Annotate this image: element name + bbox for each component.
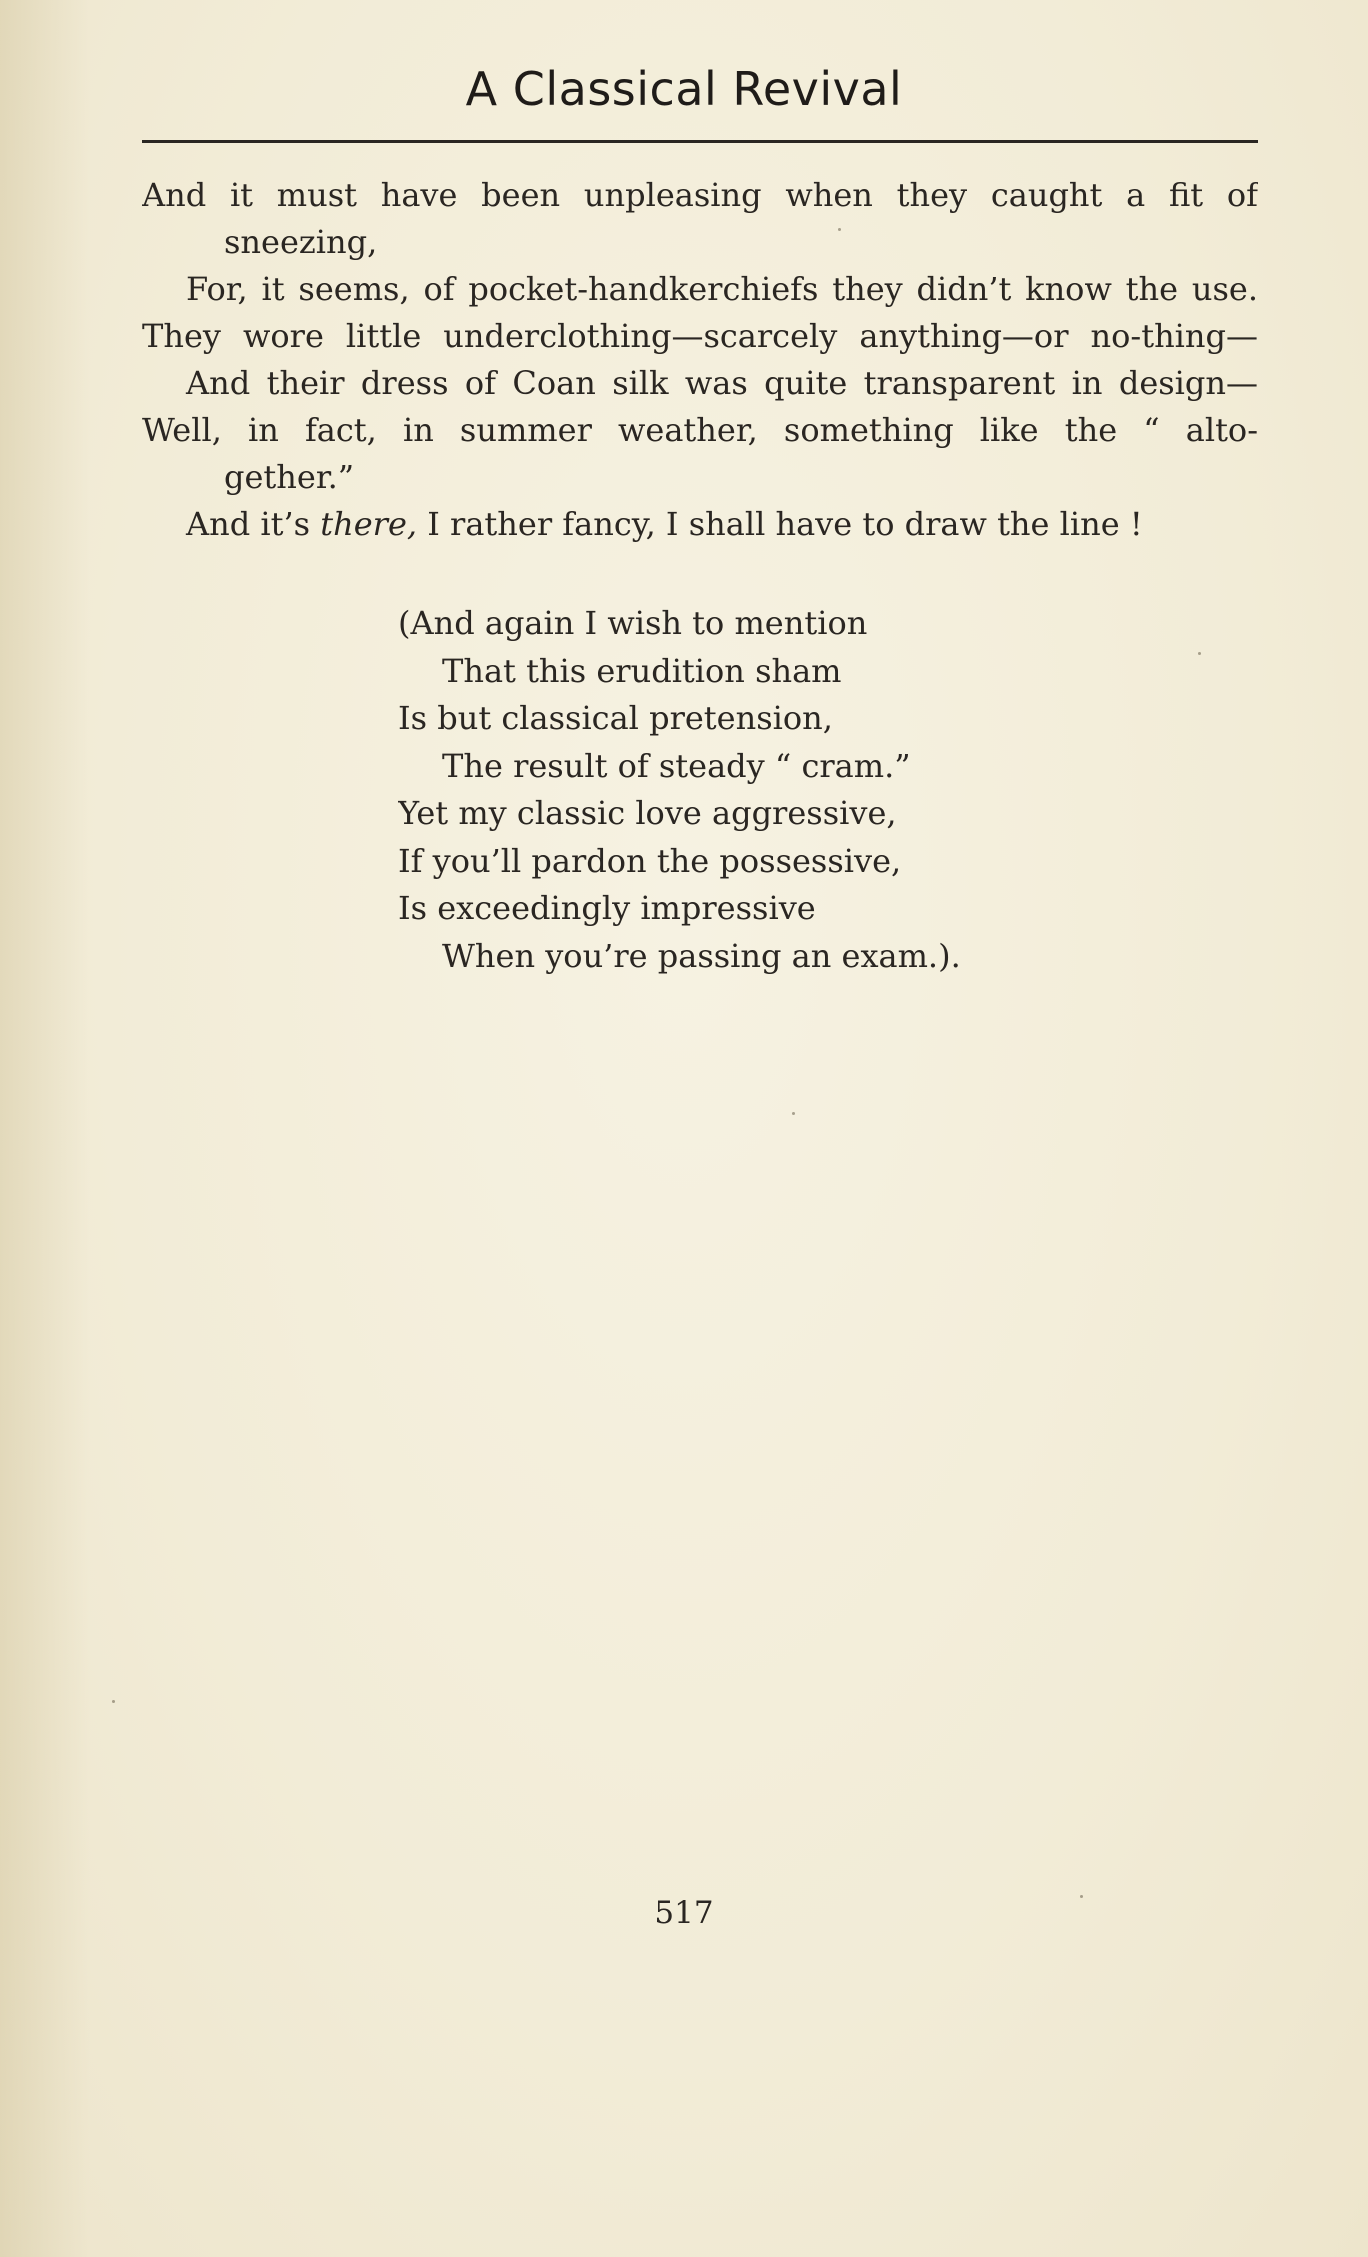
verse-line: If you’ll pardon the possessive, (398, 841, 902, 880)
verse-line: When you’re passing an exam.). (442, 936, 961, 975)
paper-speck (792, 1112, 795, 1115)
running-title: A Classical Revival (465, 62, 903, 116)
paper-speck (1198, 652, 1201, 655)
verse-line: (And again I wish to mention (398, 604, 868, 642)
verse-line-continuation: sneezing, (224, 223, 378, 261)
stanza-two (398, 600, 1098, 980)
verse-line: That this erudition sham (442, 651, 842, 690)
paper-speck (1080, 1895, 1083, 1898)
verse-line: They wore little underclothing—scarcely anything—or no-thing— (142, 317, 1258, 355)
verse-line: And their dress of Coan silk was quite transparent in design— (186, 364, 1258, 402)
verse-line (142, 501, 1258, 548)
paper-speck (112, 1700, 115, 1703)
verse-line: For, it seems, of pocket-handkerchiefs they didn’t know the use. (186, 270, 1258, 308)
stanza-one (142, 172, 1258, 548)
header-rule (142, 140, 1258, 143)
verse-line: Is but classical pretension, (398, 699, 833, 737)
verse-line: The result of steady “ cram.” (442, 746, 911, 785)
page-number: 517 (654, 1895, 714, 1931)
verse-line: And it must have been unpleasing when they caught a fit of (142, 176, 1258, 214)
verse-line-continuation: gether.” (224, 458, 355, 496)
italic-word: there, (320, 505, 418, 543)
verse-line: Is exceedingly impressive (398, 889, 816, 927)
verse-line: Yet my classic love aggressive, (398, 794, 897, 832)
verse-line: Well, in fact, in summer weather, something like the “ alto- (142, 411, 1258, 449)
verse-text: And it’s (186, 505, 321, 543)
verse-text: I rather fancy, I shall have to draw the line ! (417, 505, 1143, 543)
paper-speck (838, 228, 841, 231)
